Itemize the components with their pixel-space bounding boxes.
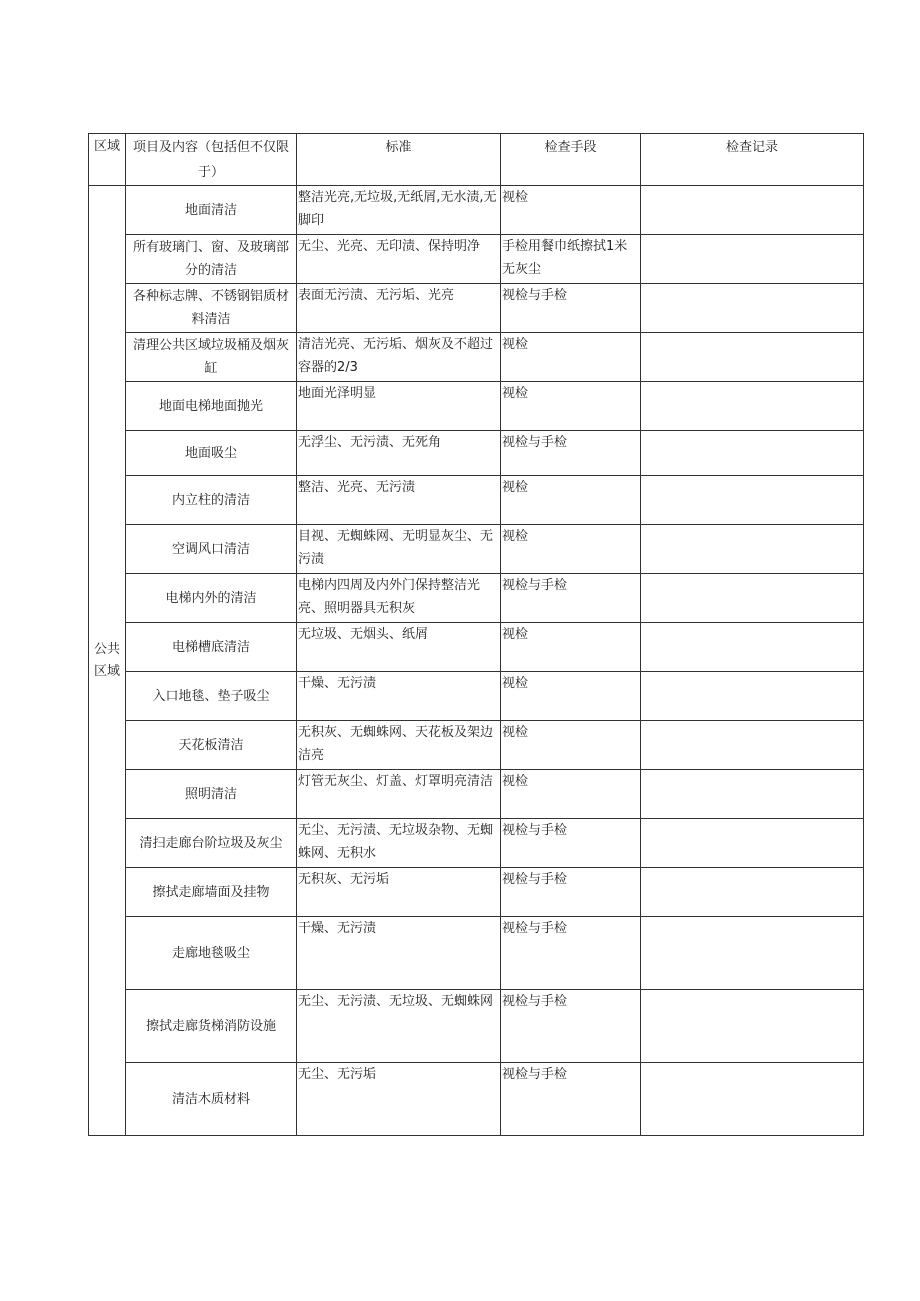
header-area: 区域 [89, 134, 126, 186]
table-row [89, 819, 864, 868]
standard-cell: 地面光泽明显 [297, 382, 501, 431]
standard-cell: 无积灰、无污垢 [297, 868, 501, 917]
standard-cell: 无尘、光亮、无印渍、保持明净 [297, 235, 501, 284]
table-row [89, 186, 864, 235]
header-row [89, 134, 864, 186]
method-cell: 视检 [501, 672, 641, 721]
item-cell: 入口地毯、垫子吸尘 [126, 672, 297, 721]
table-row [89, 990, 864, 1063]
record-cell[interactable] [641, 284, 864, 333]
method-cell: 视检与手检 [501, 1063, 641, 1136]
record-cell[interactable] [641, 623, 864, 672]
method-cell: 视检与手检 [501, 574, 641, 623]
table-row [89, 431, 864, 476]
item-cell: 走廊地毯吸尘 [126, 917, 297, 990]
method-cell: 视检 [501, 382, 641, 431]
method-cell: 视检 [501, 186, 641, 235]
record-cell[interactable] [641, 721, 864, 770]
method-cell: 视检 [501, 623, 641, 672]
method-cell: 视检 [501, 721, 641, 770]
method-cell: 视检与手检 [501, 868, 641, 917]
standard-cell: 整洁、光亮、无污渍 [297, 476, 501, 525]
standard-cell: 无尘、无污渍、无垃圾杂物、无蜘蛛网、无积水 [297, 819, 501, 868]
standard-cell: 电梯内四周及内外门保持整洁光亮、照明器具无积灰 [297, 574, 501, 623]
record-cell[interactable] [641, 819, 864, 868]
record-cell[interactable] [641, 525, 864, 574]
header-record: 检查记录 [641, 134, 864, 186]
method-cell: 视检与手检 [501, 819, 641, 868]
record-cell[interactable] [641, 476, 864, 525]
item-cell: 照明清洁 [126, 770, 297, 819]
item-cell: 清洁木质材料 [126, 1063, 297, 1136]
method-cell: 视检 [501, 476, 641, 525]
method-cell: 视检与手检 [501, 431, 641, 476]
table-row [89, 672, 864, 721]
standard-cell: 目视、无蜘蛛网、无明显灰尘、无污渍 [297, 525, 501, 574]
item-cell: 空调风口清洁 [126, 525, 297, 574]
standard-cell: 无积灰、无蜘蛛网、天花板及架边洁亮 [297, 721, 501, 770]
table-row [89, 574, 864, 623]
item-cell: 内立柱的清洁 [126, 476, 297, 525]
area-cell [89, 186, 126, 1136]
standard-cell: 无尘、无污垢 [297, 1063, 501, 1136]
method-cell: 视检与手检 [501, 284, 641, 333]
table-row [89, 623, 864, 672]
record-cell[interactable] [641, 333, 864, 382]
header-method: 检查手段 [501, 134, 641, 186]
record-cell[interactable] [641, 186, 864, 235]
standard-cell: 表面无污渍、无污垢、光亮 [297, 284, 501, 333]
standard-cell: 无垃圾、无烟头、纸屑 [297, 623, 501, 672]
method-cell: 视检 [501, 333, 641, 382]
record-cell[interactable] [641, 868, 864, 917]
table-row [89, 721, 864, 770]
standard-cell: 清洁光亮、无污垢、烟灰及不超过容器的2/3 [297, 333, 501, 382]
table-row [89, 770, 864, 819]
record-cell[interactable] [641, 1063, 864, 1136]
item-cell: 擦拭走廊墙面及挂物 [126, 868, 297, 917]
standard-cell: 无浮尘、无污渍、无死角 [297, 431, 501, 476]
standard-cell: 无尘、无污渍、无垃圾、无蜘蛛网 [297, 990, 501, 1063]
item-cell: 地面吸尘 [126, 431, 297, 476]
item-cell: 电梯槽底清洁 [126, 623, 297, 672]
table-row [89, 382, 864, 431]
record-cell[interactable] [641, 431, 864, 476]
inspection-table [88, 133, 864, 1136]
item-cell: 所有玻璃门、窗、及玻璃部分的清洁 [126, 235, 297, 284]
item-cell: 天花板清洁 [126, 721, 297, 770]
standard-cell: 灯管无灰尘、灯盖、灯罩明亮清洁 [297, 770, 501, 819]
table-row [89, 284, 864, 333]
record-cell[interactable] [641, 235, 864, 284]
record-cell[interactable] [641, 917, 864, 990]
method-cell: 手检用餐巾纸擦拭1米无灰尘 [501, 235, 641, 284]
method-cell: 视检与手检 [501, 917, 641, 990]
table-row [89, 333, 864, 382]
method-cell: 视检与手检 [501, 990, 641, 1063]
table-row [89, 525, 864, 574]
record-cell[interactable] [641, 770, 864, 819]
method-cell: 视检 [501, 770, 641, 819]
record-cell[interactable] [641, 382, 864, 431]
table-row [89, 917, 864, 990]
item-cell: 清扫走廊台阶垃圾及灰尘 [126, 819, 297, 868]
area-label: 公共区域 [94, 641, 121, 679]
standard-cell: 干燥、无污渍 [297, 917, 501, 990]
standard-cell: 干燥、无污渍 [297, 672, 501, 721]
record-cell[interactable] [641, 672, 864, 721]
method-cell: 视检 [501, 525, 641, 574]
item-cell: 电梯内外的清洁 [126, 574, 297, 623]
table-row [89, 235, 864, 284]
record-cell[interactable] [641, 574, 864, 623]
item-cell: 清理公共区域垃圾桶及烟灰缸 [126, 333, 297, 382]
record-cell[interactable] [641, 990, 864, 1063]
item-cell: 擦拭走廊货梯消防设施 [126, 990, 297, 1063]
table-row [89, 1063, 864, 1136]
table-row [89, 868, 864, 917]
table-row [89, 476, 864, 525]
item-cell: 各种标志牌、不锈钢铝质材料清洁 [126, 284, 297, 333]
item-cell: 地面清洁 [126, 186, 297, 235]
item-cell: 地面电梯地面抛光 [126, 382, 297, 431]
header-standard: 标准 [297, 134, 501, 186]
header-item: 项目及内容（包括但不仅限于） [126, 134, 297, 186]
standard-cell: 整洁光亮,无垃圾,无纸屑,无水渍,无脚印 [297, 186, 501, 235]
